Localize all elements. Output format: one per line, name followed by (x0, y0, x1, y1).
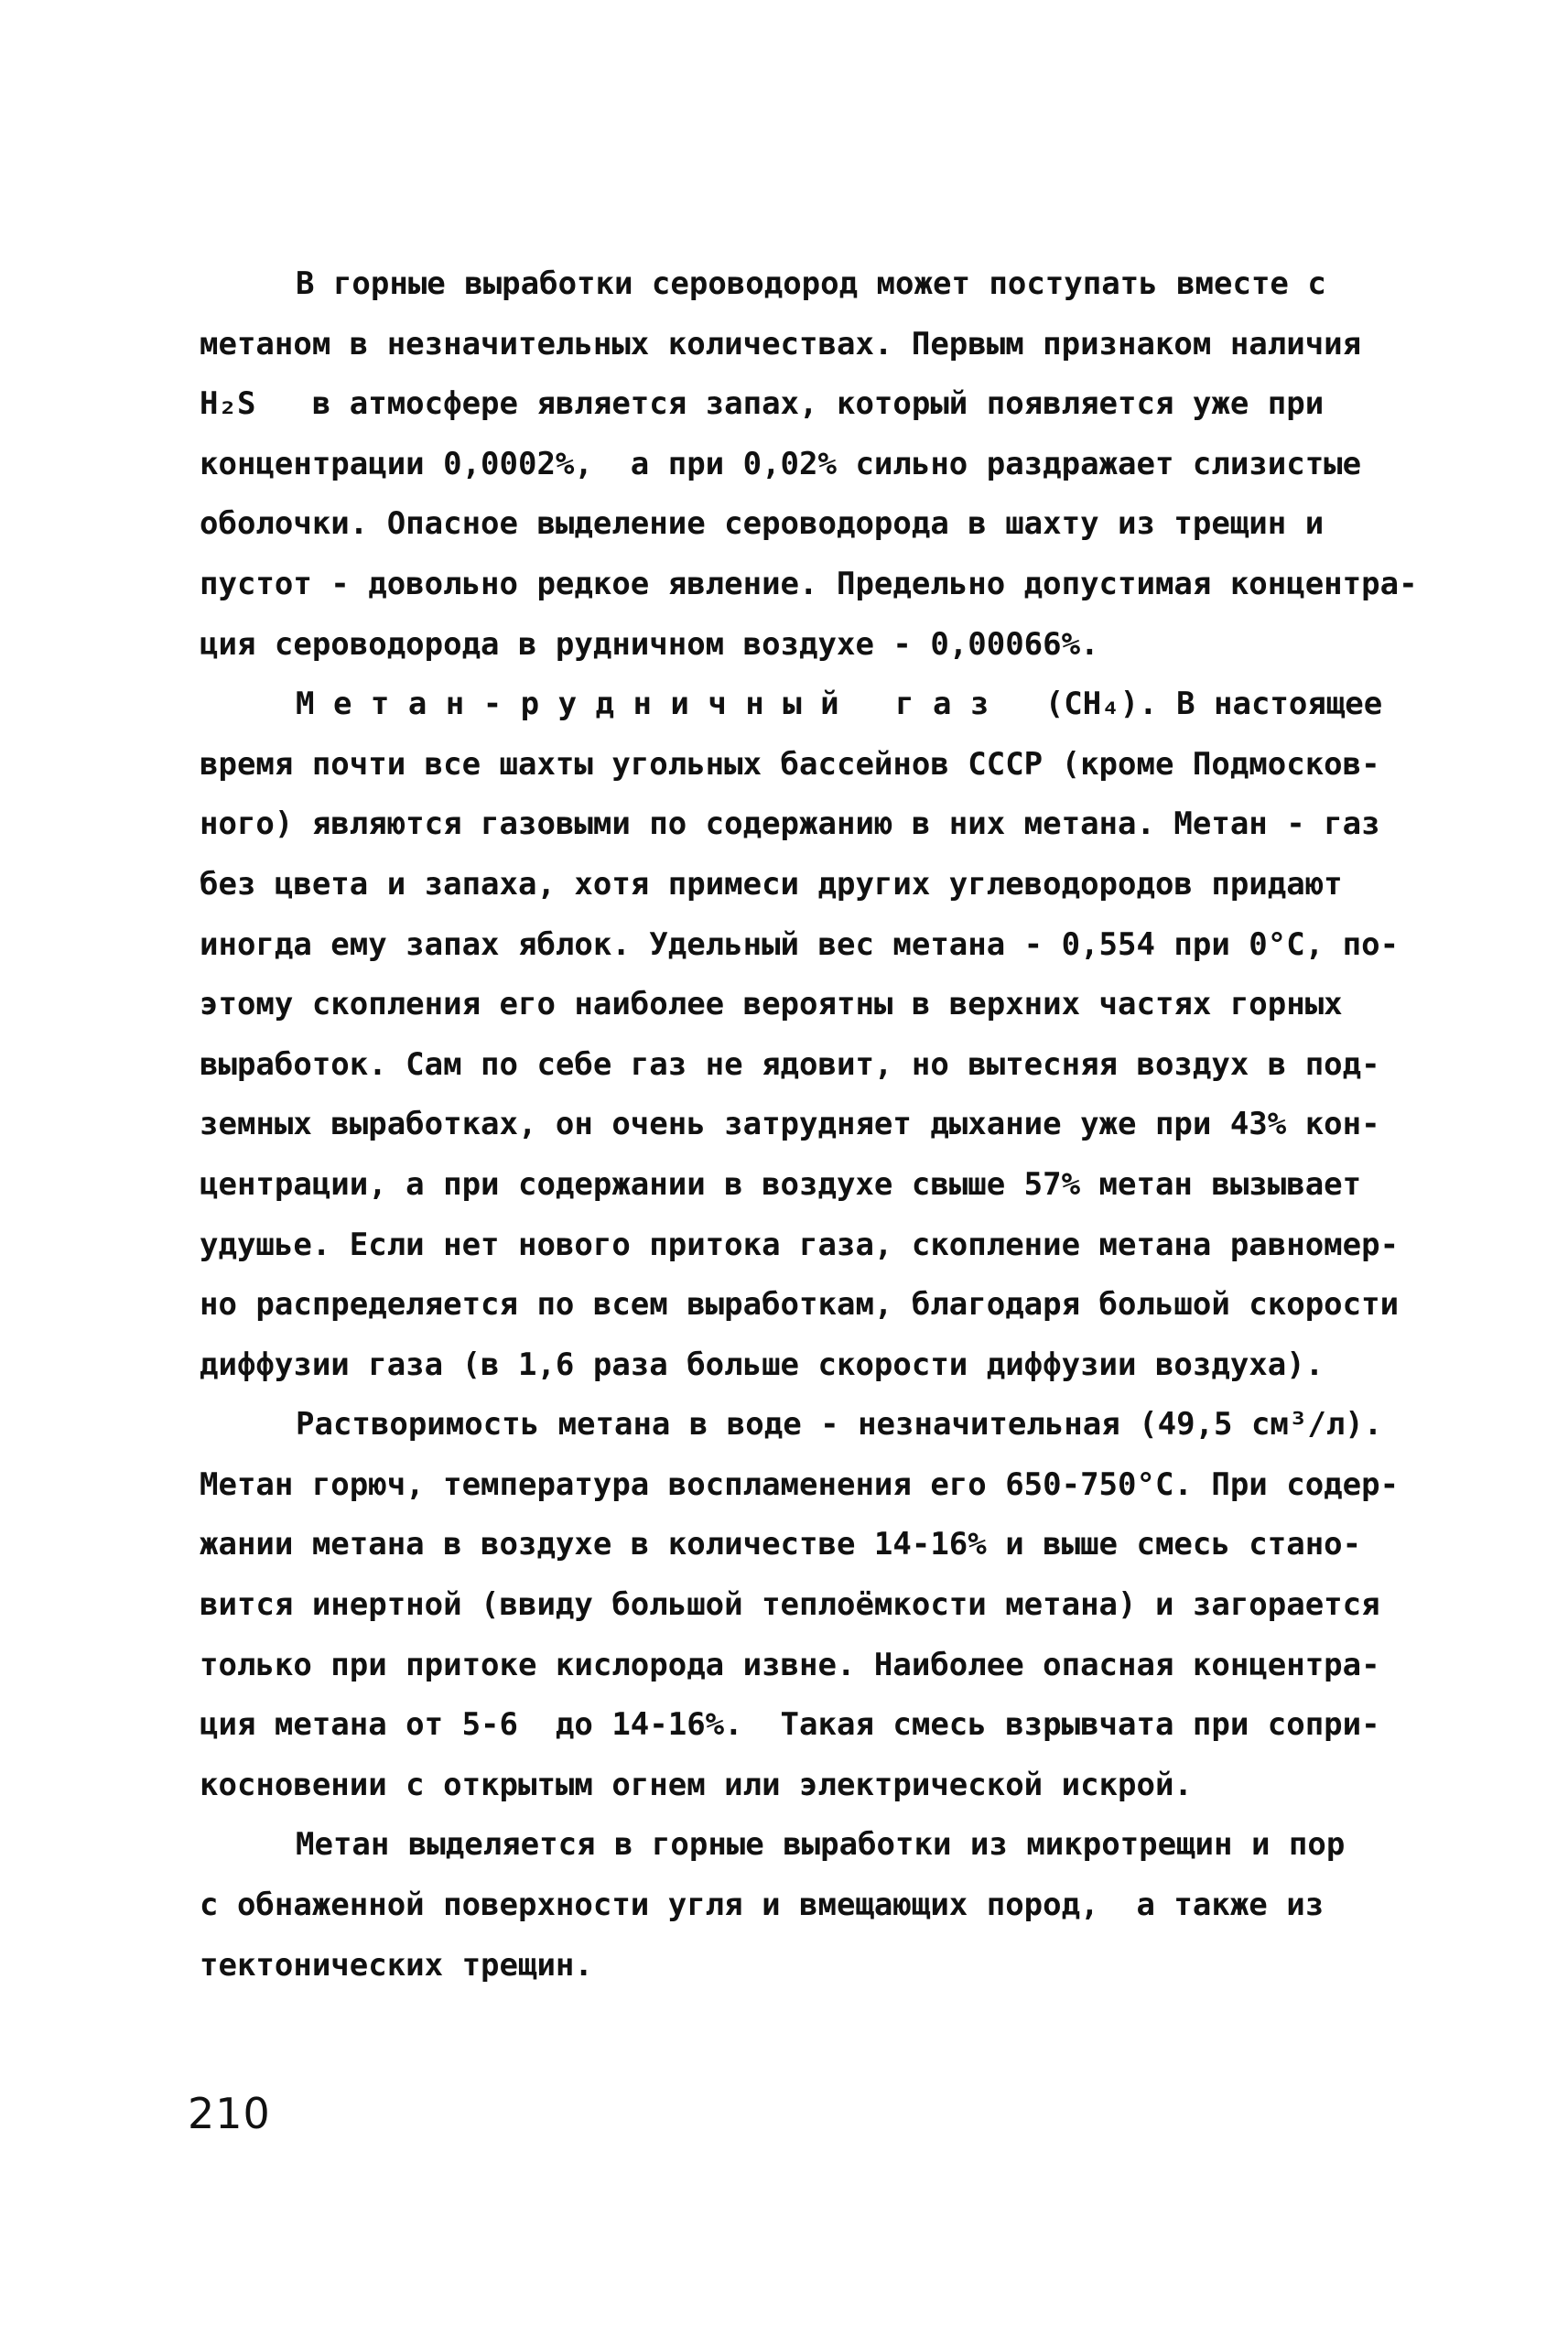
text-line: тектонических трещин. (200, 1946, 593, 1984)
text-line: ция метана от 5-6 до 14-16%. Такая смесь взрывчата при сопри- (200, 1706, 1380, 1744)
text-line: но распределяется по всем выработкам, благодаря большой скорости (200, 1286, 1400, 1324)
text-line: метаном в незначительных количествах. Первым признаком наличия (200, 325, 1362, 362)
text-line: выработок. Сам по себе газ не ядовит, но вытесняя воздух в под- (200, 1045, 1380, 1083)
text-line: оболочки. Опасное выделение сероводорода в шахту из трещин и (200, 505, 1325, 543)
text-line: Метан выделяется в горные выработки из микротрещин и пор (296, 1826, 1346, 1864)
text-line: только при притоке кислорода извне. Наиболее опасная концентра- (200, 1646, 1380, 1683)
text-line: В горные выработки сероводород может поступать вместе с (296, 265, 1326, 302)
text-line: концентрации 0,0002%, а при 0,02% сильно раздражает слизистые (200, 445, 1362, 482)
text-line: с обнаженной поверхности угля и вмещающих пород, а также из (200, 1887, 1325, 1924)
text-line: иногда ему запах яблок. Удельный вес метана - 0,554 при 0°С, по- (200, 925, 1400, 963)
text-line: косновении с открытым огнем или электрической искрой. (200, 1766, 1193, 1803)
text-line: пустот - довольно редкое явление. Предельно допустимая концентра- (200, 565, 1418, 602)
text-line: без цвета и запаха, хотя примеси других углеводородов придают (200, 865, 1343, 903)
text-line: центрации, а при содержании в воздухе свыше 57% метан вызывает (200, 1165, 1362, 1203)
text-line: вится инертной (ввиду большой теплоёмкости метана) и загорается (200, 1586, 1380, 1624)
text-line: этому скопления его наиболее вероятны в верхних частях горных (200, 986, 1343, 1023)
text-line: Метан горюч, температура воспламенения его 650-750°С. При содер- (200, 1465, 1400, 1503)
text-line: ция сероводорода в рудничном воздухе - 0,00066%. (200, 625, 1099, 663)
text-line: H₂S в атмосфере является запах, который появляется уже при (200, 385, 1325, 423)
text-line: земных выработках, он очень затрудняет дыхание уже при 43% кон- (200, 1106, 1380, 1143)
text-line: М е т а н - р у д н и ч н ы й г а з (CH₄). В настоящее (296, 686, 1383, 723)
body-text (200, 254, 1418, 1995)
text-line: ного) являются газовыми по содержанию в них метана. Метан - газ (200, 806, 1380, 843)
text-line: диффузии газа (в 1,6 раза больше скорости диффузии воздуха). (200, 1346, 1325, 1383)
text-line: удушье. Если нет нового притока газа, скопление метана равномер- (200, 1226, 1400, 1263)
text-line: время почти все шахты угольных бассейнов СССР (кроме Подмосков- (200, 745, 1380, 783)
text-line: Растворимость метана в воде - незначительная (49,5 см³/л). (296, 1406, 1383, 1444)
page-number: 210 (188, 2089, 271, 2138)
text-line: жании метана в воздухе в количестве 14-16% и выше смесь стано- (200, 1526, 1362, 1563)
